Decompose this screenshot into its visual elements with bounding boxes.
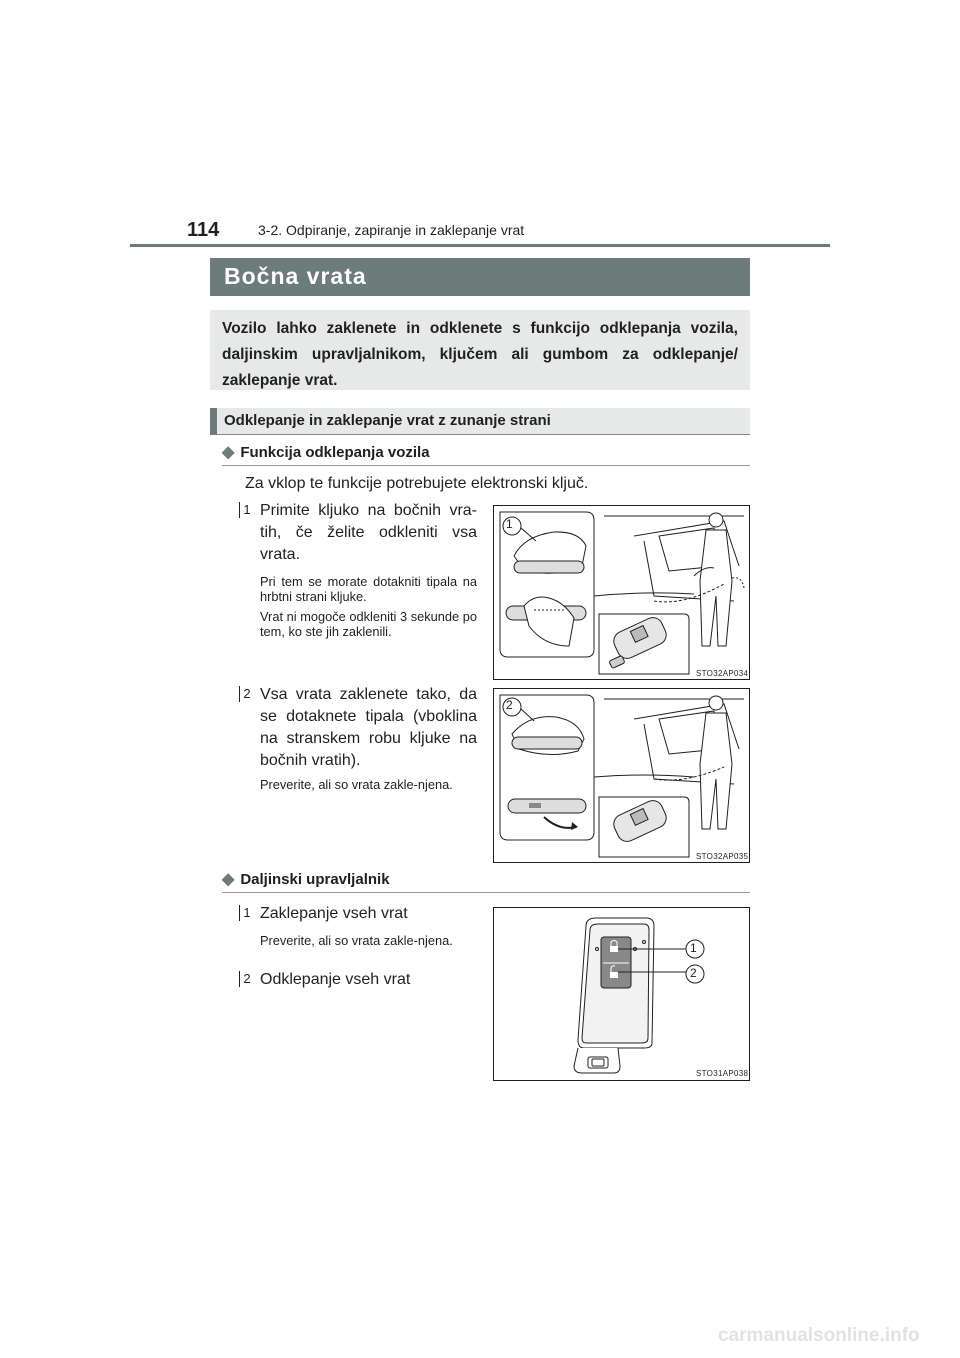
section-title: Bočna vrata xyxy=(224,263,367,289)
subsection-marker xyxy=(210,408,217,435)
keyless-heading-rule xyxy=(222,465,750,466)
remote-callout-2: 2 xyxy=(690,966,697,980)
step-1-note-2: Vrat ni mogoče odkleniti 3 sekunde po tem, ko ste jih zaklenili. xyxy=(260,609,477,639)
remote-heading-rule xyxy=(222,892,750,893)
intro-text: Vozilo lahko zaklenete in odklenete s funkcijo odklepanja vozila, daljinskim upravljalnikom, ključem ali gumbom za odklepanje/ zaklepanje vrat. xyxy=(222,320,738,389)
figure-door-handle-unlock xyxy=(493,505,750,680)
step-number-2: 2 xyxy=(240,686,254,702)
step-1-text: Primite kljuko na bočnih vra-tih, če želite odkleniti vsa vrata. xyxy=(260,502,477,563)
subsection-title: Odklepanje in zaklepanje vrat z zunanje strani xyxy=(224,412,551,429)
remote-callout-1: 1 xyxy=(690,941,697,955)
page-number: 114 xyxy=(187,219,220,241)
figure-3-code: STO31AP038 xyxy=(696,1069,749,1078)
diamond-bullet-icon: ◆ xyxy=(222,871,235,888)
remote-heading xyxy=(222,869,390,889)
remote-key-illustration xyxy=(494,908,749,1080)
figure-remote-key xyxy=(493,907,750,1081)
keyless-heading xyxy=(222,442,430,462)
remote-heading-text: Daljinski upravljalnik xyxy=(240,871,390,888)
chapter-title: 3-2. Odpiranje, zapiranje in zaklepanje vrat xyxy=(258,222,525,238)
figure-2-callout: 2 xyxy=(506,698,513,712)
keyless-heading-text: Funkcija odklepanja vozila xyxy=(240,444,430,461)
remote-step-number-2: 2 xyxy=(240,971,254,987)
door-handle-lock-illustration xyxy=(494,689,749,862)
remote-step-1-note: Preverite, ali so vrata zakle-njena. xyxy=(260,933,453,948)
step-2-text: Vsa vrata zaklenete tako, da se dotaknete tipala (vboklina na stranskem robu kljuke na bočnih vratih). xyxy=(260,686,477,769)
figure-2-code: STO32AP035 xyxy=(696,852,749,861)
remote-step-number-1: 1 xyxy=(240,905,254,921)
keyless-intro: Za vklop te funkcije potrebujete elektronski ključ. xyxy=(245,475,589,492)
figure-1-callout: 1 xyxy=(506,517,513,531)
diamond-bullet-icon: ◆ xyxy=(222,444,235,461)
step-number-1: 1 xyxy=(240,502,254,518)
watermark: carmanualsonline.info xyxy=(718,1325,920,1346)
step-2-note-1: Preverite, ali so vrata zakle-njena. xyxy=(260,777,453,792)
remote-step-1-text: Zaklepanje vseh vrat xyxy=(260,905,408,922)
figure-door-handle-lock xyxy=(493,688,750,863)
door-handle-unlock-illustration xyxy=(494,506,749,679)
step-1-note-1: Pri tem se morate dotakniti tipala na hrbtni strani kljuke. xyxy=(260,574,477,604)
figure-1-code: STO32AP034 xyxy=(696,669,749,678)
header-rule xyxy=(130,244,830,247)
remote-step-2-text: Odklepanje vseh vrat xyxy=(260,971,411,988)
